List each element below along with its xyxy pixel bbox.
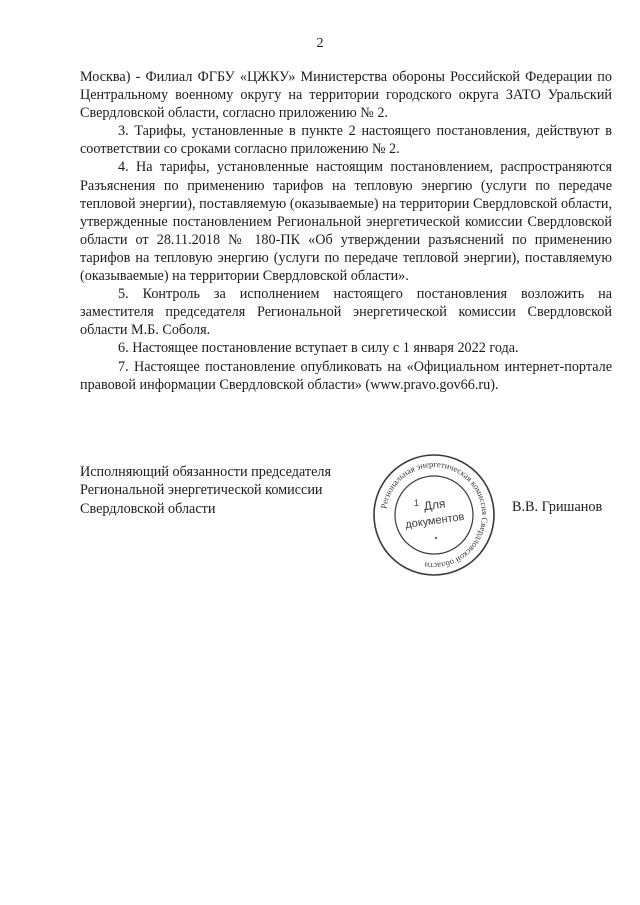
paragraph: 5. Контроль за исполнением настоящего постановления возложить на заместителя председателя Региональной энергетической комиссии Свердловской области М.Б. Соболя. xyxy=(80,286,612,339)
page-number: 2 xyxy=(316,36,324,51)
stamp-center-line1: Для xyxy=(422,496,447,514)
paragraph: Москва) - Филиал ФГБУ «ЦЖКУ» Министерства обороны Российской Федерации по Центральному военному округу на территории городского округа ЗАТО Уральский Свердловской области, согласно приложению № 2. xyxy=(80,69,612,122)
stamp-dot xyxy=(435,537,437,539)
signature-title-line: Региональной энергетической комиссии xyxy=(80,482,323,499)
paragraph: 4. На тарифы, установленные настоящим постановлением, распространяются Разъяснения по применению тарифов на тепловую энергию (услуги по передаче тепловой энергии), поставляемую (оказываемые) на территории Свердловской области, утвержденные постановлением Региональной энергетической комиссии Свердловской области от 28.11.2018 № 180-ПК «Об утверждении разъяснений по применению тарифов на тепловую энергию (услуги по передаче тепловой энергии), поставляемую (оказываемые) на территории Свердловской области». xyxy=(80,159,612,285)
signature-title xyxy=(80,463,331,518)
signer-name: В.В. Гришанов xyxy=(512,499,603,515)
stamp-number: 1 xyxy=(414,498,420,508)
paragraph: 6. Настоящее постановление вступает в силу с 1 января 2022 года. xyxy=(118,340,519,357)
document-body xyxy=(80,68,612,394)
stamp-center-line2: документов xyxy=(404,510,466,532)
paragraph: 7. Настоящее постановление опубликовать на «Официальном интернет-портале правовой информации Свердловской области» (www.pravo.gov66.ru). xyxy=(80,358,612,393)
official-stamp xyxy=(370,451,498,579)
signature-title-line: Свердловской области xyxy=(80,500,216,517)
paragraph: 3. Тарифы, установленные в пункте 2 настоящего постановления, действуют в соответствии со сроками согласно приложению № 2. xyxy=(80,123,612,158)
signature-title-line: Исполняющий обязанности председателя xyxy=(80,464,331,480)
stamp-ring-textpath: Региональная энергетическая комиссия Свердловской области xyxy=(378,458,491,572)
